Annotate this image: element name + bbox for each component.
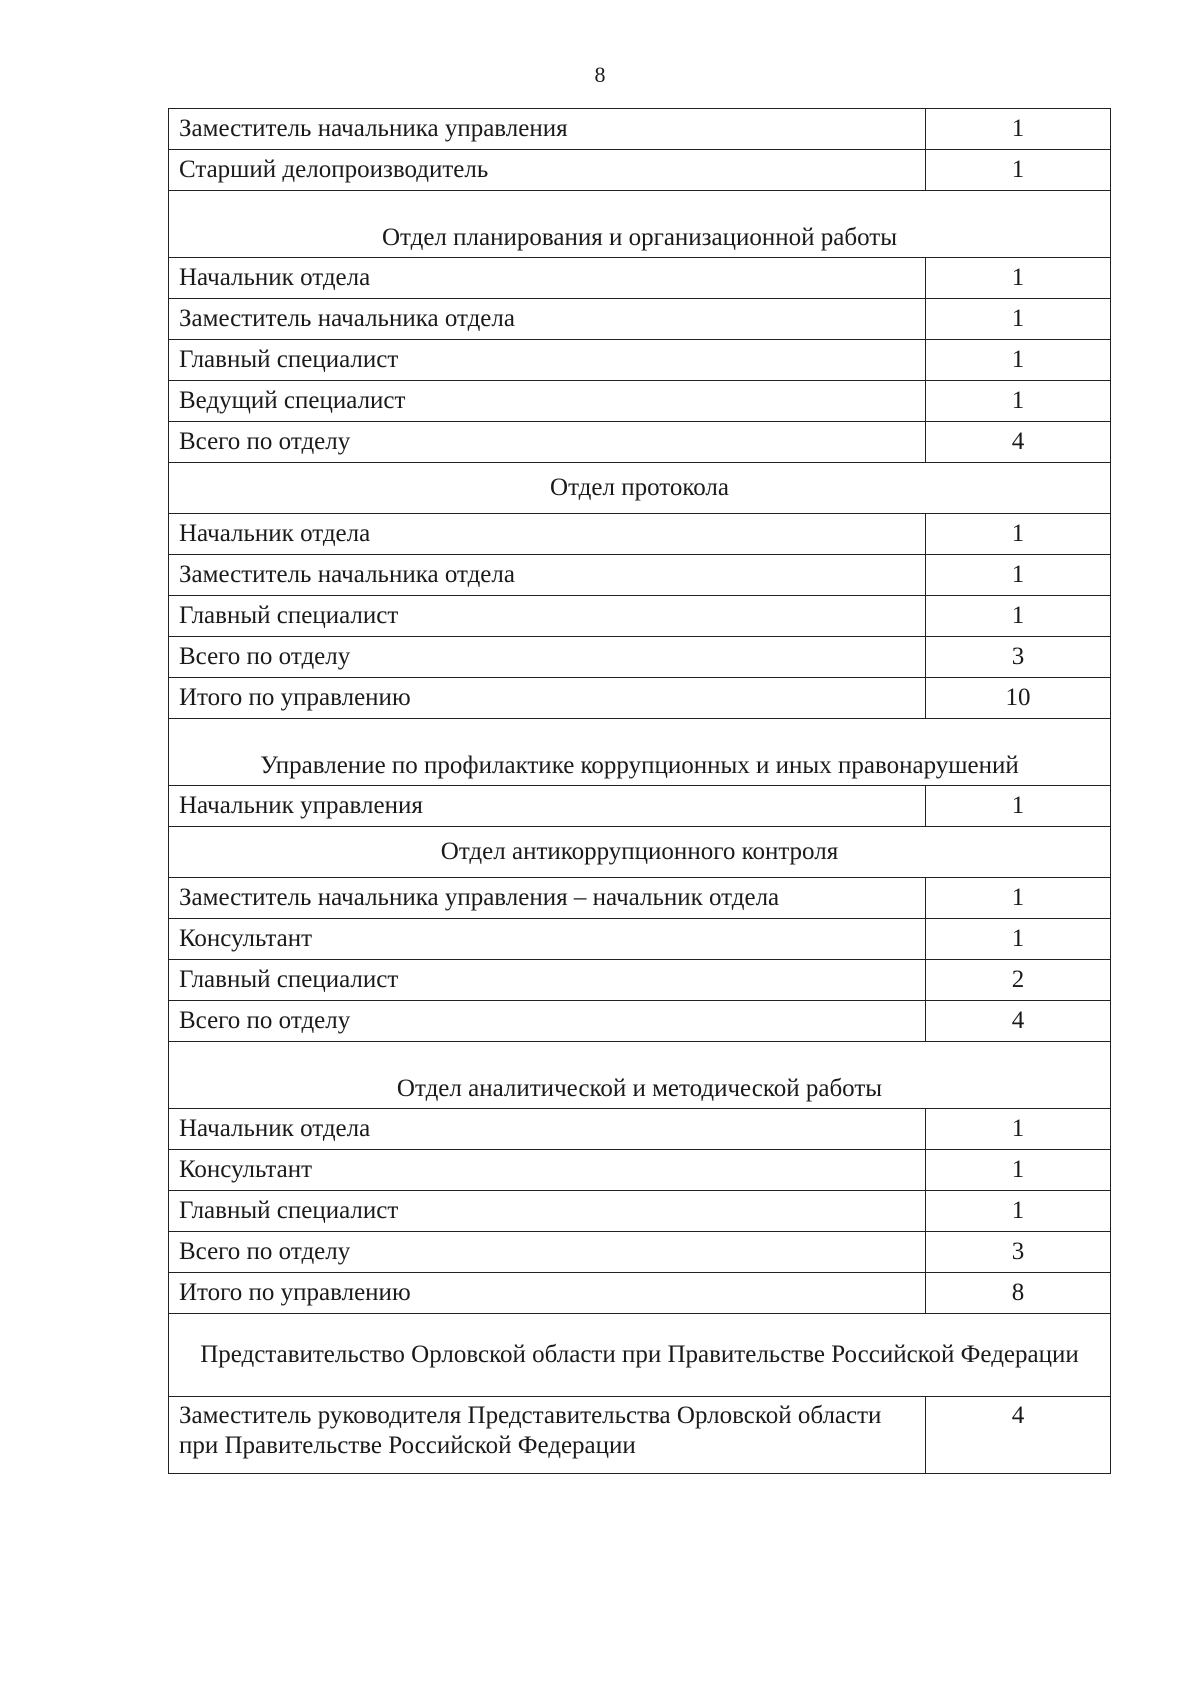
- position-title: Старший делопроизводитель: [169, 150, 926, 191]
- position-title: Итого по управлению: [169, 1273, 926, 1314]
- section-header-row: [169, 827, 1111, 878]
- section-title: Представительство Орловской области при Правительстве Российской Федерации: [169, 1314, 1111, 1397]
- table-row: [169, 514, 1111, 555]
- table-row: [169, 919, 1111, 960]
- table-row-subtotal: [169, 637, 1111, 678]
- position-title: Начальник управления: [169, 786, 926, 827]
- section-title: Отдел аналитической и методической работы: [169, 1042, 1111, 1109]
- table-row: [169, 555, 1111, 596]
- position-title: Начальник отдела: [169, 1109, 926, 1150]
- table-row: [169, 960, 1111, 1001]
- position-title: Начальник отдела: [169, 514, 926, 555]
- position-title: Итого по управлению: [169, 678, 926, 719]
- position-title: Заместитель начальника отдела: [169, 555, 926, 596]
- position-title: Заместитель начальника управления: [169, 109, 926, 150]
- position-count: 1: [926, 340, 1111, 381]
- position-title: Заместитель руководителя Представительства Орловской области при Правительстве Российской Федерации: [169, 1397, 926, 1474]
- table-row: [169, 786, 1111, 827]
- table-row: [169, 150, 1111, 191]
- position-count: 10: [926, 678, 1111, 719]
- section-title: Отдел антикоррупционного контроля: [169, 827, 1111, 878]
- position-count: 1: [926, 1150, 1111, 1191]
- position-count: 4: [926, 422, 1111, 463]
- table-row: [169, 1191, 1111, 1232]
- table-row: [169, 1150, 1111, 1191]
- table-row: [169, 340, 1111, 381]
- position-title: Главный специалист: [169, 340, 926, 381]
- position-count: 1: [926, 514, 1111, 555]
- position-count: 1: [926, 596, 1111, 637]
- position-count: 2: [926, 960, 1111, 1001]
- table-row: [169, 878, 1111, 919]
- position-count: 1: [926, 555, 1111, 596]
- section-header-row: [169, 191, 1111, 258]
- position-count: 1: [926, 786, 1111, 827]
- position-title: Главный специалист: [169, 1191, 926, 1232]
- position-count: 4: [926, 1001, 1111, 1042]
- position-title: Ведущий специалист: [169, 381, 926, 422]
- table-row: [169, 1397, 1111, 1474]
- table-row-subtotal: [169, 1232, 1111, 1273]
- position-count: 4: [926, 1397, 1111, 1474]
- table-row: [169, 1109, 1111, 1150]
- position-title: Главный специалист: [169, 960, 926, 1001]
- position-title: Начальник отдела: [169, 258, 926, 299]
- table-row-total: [169, 1273, 1111, 1314]
- section-header-row: [169, 1314, 1111, 1397]
- section-title: Отдел протокола: [169, 463, 1111, 514]
- section-title: Отдел планирования и организационной работы: [169, 191, 1111, 258]
- position-title: Главный специалист: [169, 596, 926, 637]
- position-count: 1: [926, 381, 1111, 422]
- position-count: 1: [926, 1109, 1111, 1150]
- position-title: Консультант: [169, 1150, 926, 1191]
- section-header-row: [169, 463, 1111, 514]
- section-title: Управление по профилактике коррупционных и иных правонарушений: [169, 719, 1111, 786]
- section-header-row: [169, 1042, 1111, 1109]
- position-count: 1: [926, 258, 1111, 299]
- position-title: Всего по отделу: [169, 1232, 926, 1273]
- table-row-total: [169, 678, 1111, 719]
- position-count: 1: [926, 1191, 1111, 1232]
- position-count: 1: [926, 150, 1111, 191]
- table-row-subtotal: [169, 422, 1111, 463]
- position-count: 1: [926, 919, 1111, 960]
- position-count: 1: [926, 109, 1111, 150]
- position-title: Консультант: [169, 919, 926, 960]
- position-title: Всего по отделу: [169, 422, 926, 463]
- section-header-row: [169, 719, 1111, 786]
- position-count: 1: [926, 878, 1111, 919]
- position-title: Заместитель начальника отдела: [169, 299, 926, 340]
- position-count: 1: [926, 299, 1111, 340]
- position-title: Всего по отделу: [169, 637, 926, 678]
- position-count: 3: [926, 1232, 1111, 1273]
- page-number: 8: [594, 62, 606, 87]
- position-count: 3: [926, 637, 1111, 678]
- position-count: 8: [926, 1273, 1111, 1314]
- table-row: [169, 299, 1111, 340]
- table-row-subtotal: [169, 1001, 1111, 1042]
- position-title: Всего по отделу: [169, 1001, 926, 1042]
- table-row: [169, 381, 1111, 422]
- staff-table: [168, 108, 1111, 1474]
- table-row: [169, 109, 1111, 150]
- position-title: Заместитель начальника управления – начальник отдела: [169, 878, 926, 919]
- table-row: [169, 258, 1111, 299]
- table-row: [169, 596, 1111, 637]
